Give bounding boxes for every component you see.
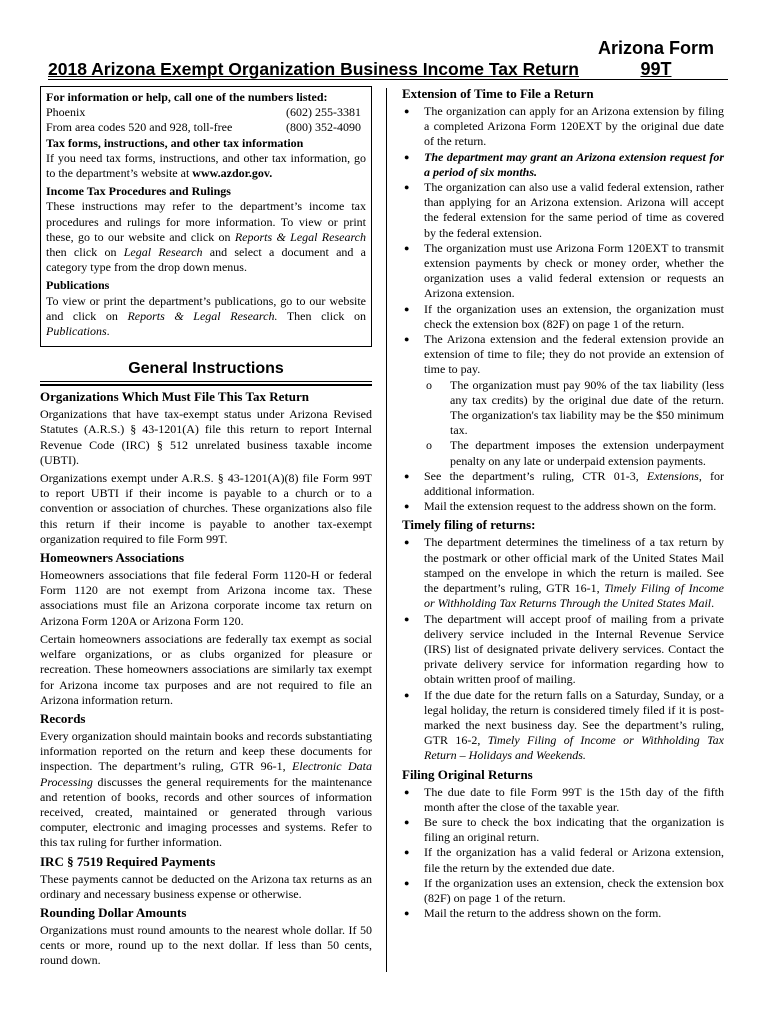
list-item: ● If the due date for the return falls on a Saturday, Sunday, or a legal holiday, the return is considered timely filed if it is post-marked the next business day. See the department’s ruling, GTR 16-2, Timely Filing of Income or Withholding Tax Return – Holidays and Weekends. (404, 687, 725, 763)
section-heading-irc-7519: IRC § 7519 Required Payments (40, 853, 216, 869)
bullet-icon: ● (404, 106, 410, 116)
sub-list-item: o The organization must pay 90% of the tax liability (less any tax credits) by the original due date of the return. The organization's tax liability may be the $50 minimum tax. (426, 377, 724, 438)
info-text-rulings: These instructions may refer to the department’s income tax procedures and rulings for more information. To view or print these, go to our website and click on Reports & Legal Research then click on Legal Research and select a document and a category type from the drop down menus. (46, 199, 366, 275)
column-divider (386, 88, 387, 972)
paragraph: Organizations exempt under A.R.S. § 43-1201(A)(8) file Form 99T to report UBTI if their income is payable to a church or to a convention or association of churches. These organizations also file this return if their income is payable to another tax-exempt organization required to file Form 99T. (40, 471, 372, 546)
phone-row-tollfree (46, 120, 366, 135)
list-item: ● Mail the extension request to the address shown on the form. (404, 499, 717, 514)
list-item: ● The organization must use Arizona Form 120EXT to transmit extension payments by check or money order, whether the organization uses a valid federal extension or requests an Arizona extension. (404, 240, 724, 301)
bullet-icon: ● (404, 501, 410, 512)
list-item: ● The department determines the timeliness of a tax return by the postmark or other official mark of the United States Mail stamped on the envelope in which the return is mailed. See the department’s ruling, GTR 16-1, Timely Filing of Income or Withholding Tax Returns Through the United States Mail. (404, 535, 724, 611)
extension-list (402, 104, 724, 514)
page-title: 2018 Arizona Exempt Organization Business Income Tax Return (48, 59, 579, 79)
paragraph: Organizations that have tax-exempt status under Arizona Revised Statutes (A.R.S.) § 43-1201(A) file this return to report Internal Revenue Code (IRC) § 512 unrelated business taxable income (UBTI). (40, 407, 372, 467)
section-heading-timely: Timely filing of returns: (402, 517, 536, 533)
phone-row-phoenix (46, 105, 366, 120)
sub-list (424, 378, 724, 469)
paragraph: Certain homeowners associations are federally tax exempt as social welfare organizations, or as clubs organized for pleasure or recreation. These homeowners associations are similarly tax exempt for Arizona income tax purposes and are not required to file an Arizona information return. (40, 631, 372, 707)
phone-label: From area codes 520 and 928, toll-free (46, 120, 233, 135)
sub-list-item: o The department imposes the extension underpayment penalty on any late or underpaid extension payments. (426, 438, 724, 468)
list-item: ● If the organization uses an extension, the organization must check the extension box (82F) on page 1 of the return. (404, 301, 724, 331)
info-heading-rulings: Income Tax Procedures and Rulings (46, 184, 231, 199)
list-item: ● If the organization uses an extension, check the extension box (82F) on page 1 of the return. (404, 875, 724, 905)
paragraph: Homeowners associations that file federal Form 1120-H or federal Form 1120 are not exempt from Arizona income tax. These associations must file an Arizona corporate income tax return on Arizona Form 120A or Arizona Form 120. (40, 568, 372, 628)
list-item: ● The organization can apply for an Arizona extension by filing a completed Arizona Form 120EXT by the original due date of the return. (404, 104, 724, 149)
section-heading-rounding: Rounding Dollar Amounts (40, 904, 187, 920)
info-heading-help: For information or help, call one of the numbers listed: (46, 90, 328, 104)
section-heading-homeowners: Homeowners Associations (40, 550, 185, 566)
list-item: ● The department may grant an Arizona extension request for a period of six months. (404, 149, 724, 179)
bullet-icon: ● (404, 537, 410, 548)
list-item: ● The department will accept proof of mailing from a private delivery service included in the Internal Revenue Service (IRS) list of designated private delivery services. Contact the private delivery service for information regarding how to obtain written proof of mailing. (404, 611, 724, 687)
bullet-icon: ● (404, 613, 410, 624)
info-box (40, 86, 372, 347)
phone-number: (602) 255-3381 (286, 105, 361, 120)
general-instructions-title: General Instructions (128, 360, 284, 378)
bullet-icon: ● (404, 689, 410, 700)
bullet-icon: ● (404, 182, 410, 193)
section-heading-must-file: Organizations Which Must File This Tax Return (40, 389, 309, 405)
bullet-icon: ● (404, 877, 410, 888)
list-item: ● The organization can also use a valid federal extension, rather than applying for an Arizona extension. Arizona will accept the federal extension for the same period of time as covered by the federal extension. (404, 180, 724, 240)
general-rule-thick (40, 384, 372, 386)
form-label-line2: 99T (640, 59, 672, 79)
title-underline (48, 79, 728, 80)
list-item: ● See the department’s ruling, CTR 01-3, Extensions, for additional information. (404, 468, 724, 499)
circle-bullet-icon: o (426, 377, 432, 392)
list-item: ● Be sure to check the box indicating that the organization is filing an original return. (404, 814, 724, 845)
bullet-icon: ● (404, 151, 410, 162)
info-text-publications: To view or print the department’s publications, go to our website and click on Reports & Legal Research. Then click on Publications. (46, 293, 367, 339)
website-link[interactable]: www.azdor.gov. (192, 166, 273, 181)
paragraph: Every organization should maintain books and records substantiating information reported on the return and keep these documents for inspection. The department’s ruling, GTR 96-1, Electronic Data Processing discusses the general requirements for the maintenance and retention of books, records and other sources of information received, created, maintained or generated through various computer, electronic and imaging processes and systems. Refer to this tax ruling for further information. (40, 728, 373, 850)
section-heading-filing-original: Filing Original Returns (402, 766, 533, 782)
list-item: ● If the organization has a valid federal or Arizona extension, file the return by the extended due date. (404, 845, 724, 875)
left-column (40, 86, 372, 972)
phone-label: Phoenix (46, 105, 86, 120)
circle-bullet-icon: o (426, 438, 432, 453)
bullet-icon: ● (404, 303, 410, 314)
bullet-icon: ● (404, 786, 410, 797)
info-text-forms: If you need tax forms, instructions, and other tax information, go to the department’s website at www.azdor.gov. (46, 150, 366, 181)
paragraph: These payments cannot be deducted on the Arizona tax returns as an ordinary and necessary business expense or otherwise. (40, 871, 372, 901)
filing-list (402, 785, 724, 922)
bullet-icon: ● (404, 470, 410, 481)
right-column (402, 86, 724, 923)
paragraph: Organizations must round amounts to the nearest whole dollar. If 50 cents or more, round up to the next dollar. If less than 50 cents, round down. (40, 922, 372, 968)
info-heading-publications: Publications (46, 278, 110, 293)
phone-number: (800) 352-4090 (286, 120, 361, 135)
list-item: ● Mail the return to the address shown on the form. (404, 906, 662, 921)
section-heading-records: Records (40, 710, 86, 726)
info-heading-forms: Tax forms, instructions, and other tax information (46, 135, 304, 150)
page-header (40, 38, 730, 78)
bullet-icon: ● (404, 847, 410, 858)
timely-list (402, 535, 724, 763)
bullet-icon: ● (404, 242, 410, 253)
bullet-icon: ● (404, 334, 410, 345)
section-heading-extension: Extension of Time to File a Return (402, 86, 594, 101)
list-item: ● The Arizona extension and the federal extension provide an extension of time to file; they do not provide an extension of time to pay. o The organization must pay 90% of the tax liability (less any tax credits) by the original due date of the return. The organization's tax liability may be the $50 minimum tax. o The department imposes the extension underpayment penalty on any late or underpaid extension payments. (404, 332, 724, 468)
bullet-icon: ● (404, 816, 410, 827)
bullet-icon: ● (404, 908, 410, 919)
form-number-label (598, 38, 714, 80)
form-label-line1: Arizona Form (597, 38, 714, 58)
list-item: ● The due date to file Form 99T is the 15th day of the fifth month after the close of the taxable year. (404, 784, 724, 814)
